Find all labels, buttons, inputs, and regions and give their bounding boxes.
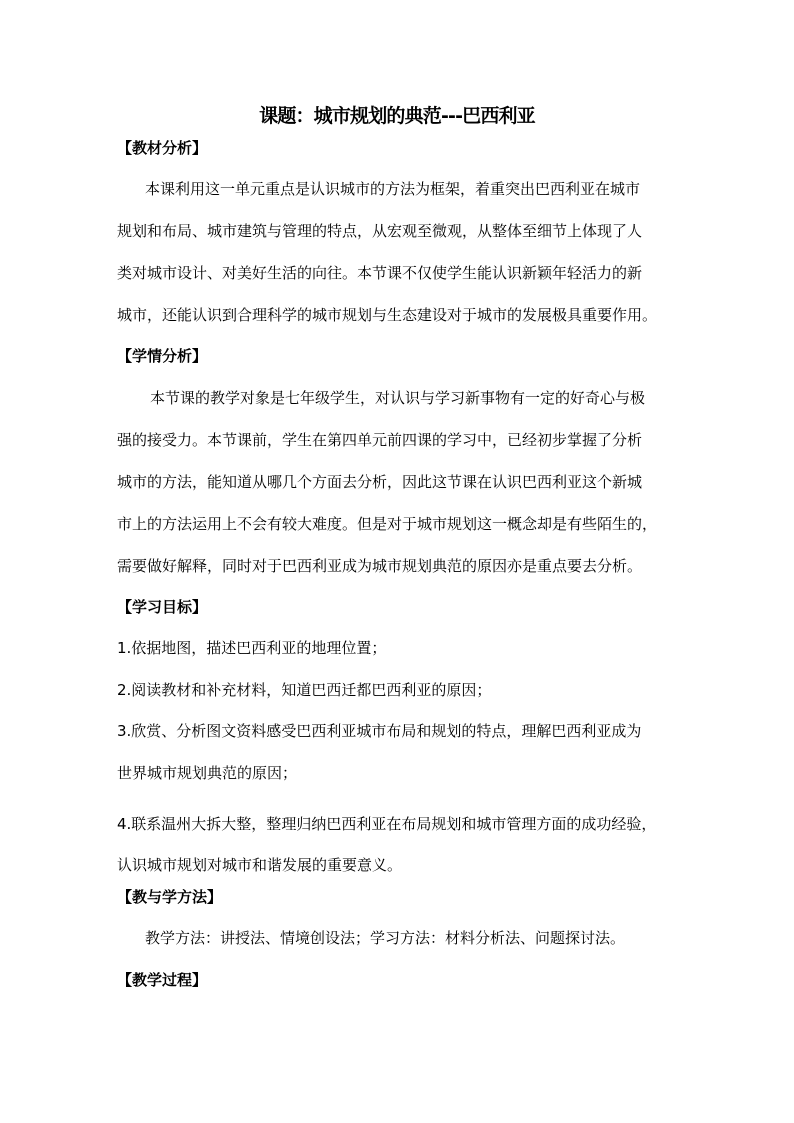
paragraph-line: 市上的方法运用上不会有较大难度。但是对于城市规划这一概念却是有些陌生的， — [117, 515, 658, 533]
objective-item: 3.欣赏、分析图文资料感受巴西利亚城市布局和规划的特点，理解巴西利亚成为 — [117, 722, 642, 740]
heading-methods: 【教与学方法】 — [117, 888, 223, 906]
paragraph-line: 规划和布局、城市建筑与管理的特点，从宏观至微观，从整体至细节上体现了人 — [117, 222, 643, 240]
paragraph-line: 城市，还能认识到合理科学的城市规划与生态建设对于城市的发展极具重要作用。 — [117, 306, 658, 324]
heading-student-analysis: 【学情分析】 — [117, 347, 208, 365]
document-title: 课题：城市规划的典范---巴西利亚 — [259, 105, 535, 127]
objective-item: 世界城市规划典范的原因； — [117, 764, 298, 782]
heading-textbook-analysis: 【教材分析】 — [117, 139, 208, 157]
paragraph-line: 城市的方法，能知道从哪几个方面去分析，因此这节课在认识巴西利亚这个新城 — [117, 473, 643, 491]
paragraph-line: 类对城市设计、对美好生活的向往。本节课不仅使学生能认识新颖年轻活力的新 — [117, 264, 643, 282]
objective-item: 2.阅读教材和补充材料，知道巴西迁都巴西利亚的原因； — [117, 681, 492, 699]
paragraph-line: 本课利用这一单元重点是认识城市的方法为框架，着重突出巴西利亚在城市 — [145, 180, 641, 198]
heading-process: 【教学过程】 — [117, 971, 208, 989]
objective-item: 4.联系温州大拆大整，整理归纳巴西利亚在布局规划和城市管理方面的成功经验， — [117, 815, 657, 833]
paragraph-line: 强的接受力。本节课前，学生在第四单元前四课的学习中，已经初步掌握了分析 — [117, 431, 643, 449]
objective-item: 1.依据地图，描述巴西利亚的地理位置； — [117, 639, 387, 657]
paragraph-line: 需要做好解释，同时对于巴西利亚成为城市规划典范的原因亦是重点要去分析。 — [117, 557, 643, 575]
paragraph-line: 本节课的教学对象是七年级学生，对认识与学习新事物有一定的好奇心与极 — [150, 389, 646, 407]
paragraph-line: 教学方法：讲授法、情境创设法；学习方法：材料分析法、问题探讨法。 — [145, 929, 626, 947]
objective-item: 认识城市规划对城市和谐发展的重要意义。 — [117, 856, 403, 874]
heading-objectives: 【学习目标】 — [117, 598, 208, 616]
